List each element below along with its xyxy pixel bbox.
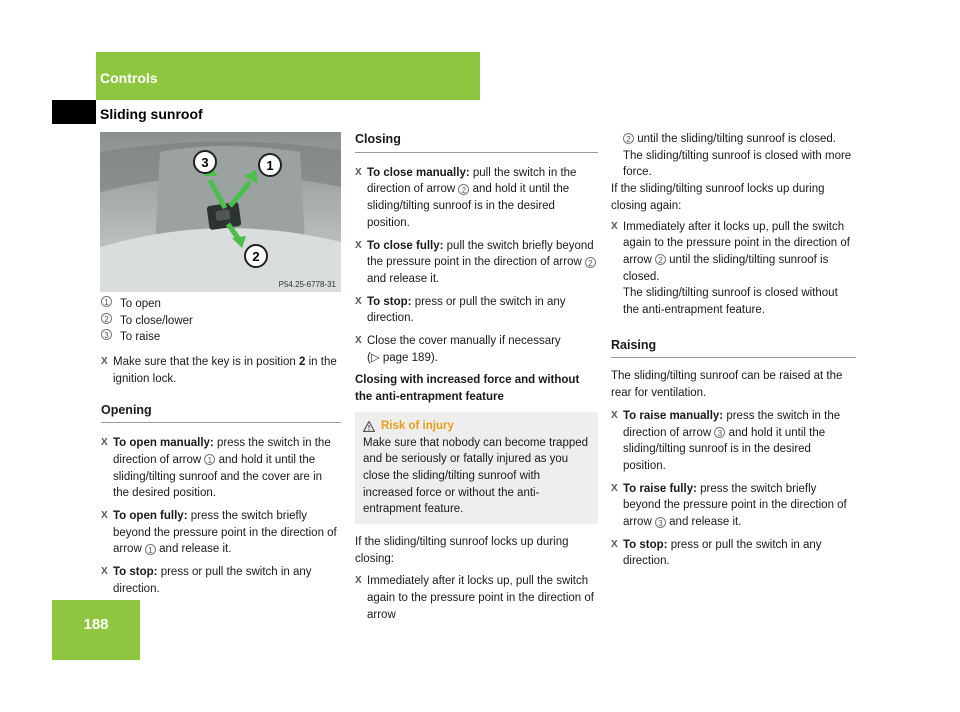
- cover-step: X Close the cover manually if necessary (▷ page 189).: [355, 333, 598, 366]
- raising-step: X To raise manually: press the switch in the direction of arrow 3 and hold it until the sliding/tilting sunroof is in the desired position.: [611, 408, 856, 475]
- legend-item: [101, 296, 341, 313]
- section-title: Controls: [100, 70, 158, 86]
- raising-step: X To stop: press or pull the switch in any direction.: [611, 537, 856, 570]
- warning-title: Risk of injury: [363, 418, 592, 435]
- legend-item: [101, 329, 341, 346]
- opening-step: X To stop: press or pull the switch in any direction.: [101, 564, 341, 597]
- legend-text: To raise: [120, 331, 161, 344]
- header-tab: [52, 100, 96, 124]
- legend-num: 2: [101, 313, 112, 324]
- force-heading: Closing with increased force and without the anti-entrapment feature: [355, 374, 580, 404]
- column-1: [101, 296, 341, 598]
- legend-text: To open: [120, 298, 161, 310]
- closing-heading: Closing: [355, 131, 598, 153]
- page-reference[interactable]: (▷ page 189).: [367, 351, 438, 364]
- legend-text: To close/lower: [120, 314, 193, 327]
- closing-step: X To stop: press or pull the switch in any direction.: [355, 294, 598, 327]
- lockup-text: If the sliding/tilting sunroof locks up during closing:: [355, 536, 569, 565]
- lockup-again-text: If the sliding/tilting sunroof locks up during closing again:: [611, 183, 825, 212]
- sunroof-switch-photo: [100, 132, 341, 292]
- warning-icon: [363, 421, 375, 432]
- raising-intro: The sliding/tilting sunroof can be raised at the rear for ventilation.: [611, 370, 843, 400]
- closing-step: X To close fully: pull the switch briefly beyond the pressure point in the direction of arrow 2 and release it.: [355, 238, 598, 288]
- lockup-again-step: X Immediately after it locks up, pull the switch again to the pressure point in the direction of arrow 2 until the sliding/tilting sunroof is closed.: [611, 219, 856, 286]
- raising-heading: Raising: [611, 337, 856, 359]
- legend-num: 3: [101, 329, 112, 340]
- column-2: [355, 131, 598, 624]
- opening-step: X To open manually: press the switch in the direction of arrow 1 and hold it until the sliding/tilting sunroof and the cover are in the desired position.: [101, 435, 341, 502]
- figure-code: P54.25-6778-31: [278, 280, 336, 289]
- column-3: [611, 131, 856, 570]
- page-number: 188: [83, 616, 109, 633]
- lockup-step: X Immediately after it locks up, pull the switch again to the pressure point in the direction of arrow: [355, 573, 598, 623]
- lockup-again-note: The sliding/tilting sunroof is closed without the anti-entrapment feature.: [623, 287, 838, 317]
- figure-marker-1: 1: [266, 158, 274, 173]
- figure-marker-2: 2: [252, 249, 260, 264]
- raising-step: X To raise fully: press the switch briefly beyond the pressure point in the direction of arrow 3 and release it.: [611, 481, 856, 531]
- lockup-step-cont: 2 until the sliding/tilting sunroof is closed.: [611, 131, 856, 148]
- warning-text: Make sure that nobody can become trapped and be seriously or fatally injured as you close the sliding/tilting sunroof with increased force or without the anti-entrapment feature.: [363, 436, 589, 516]
- legend-item: [101, 313, 341, 330]
- opening-heading: Opening: [101, 402, 341, 424]
- page-title: Sliding sunroof: [100, 106, 203, 122]
- figure-marker-3: 3: [201, 155, 209, 170]
- legend-num: 1: [101, 296, 112, 307]
- lockup-step-note: The sliding/tilting sunroof is closed with more force.: [623, 149, 852, 179]
- warning-box: [355, 412, 598, 524]
- closing-step: X To close manually: pull the switch in the direction of arrow 2 and hold it until the sliding/tilting sunroof is in the desired position.: [355, 165, 598, 232]
- opening-step: X To open fully: press the switch briefly beyond the pressure point in the direction of arrow 1 and release it.: [101, 508, 341, 558]
- intro-step: X Make sure that the key is in position 2 in the ignition lock.: [101, 354, 341, 387]
